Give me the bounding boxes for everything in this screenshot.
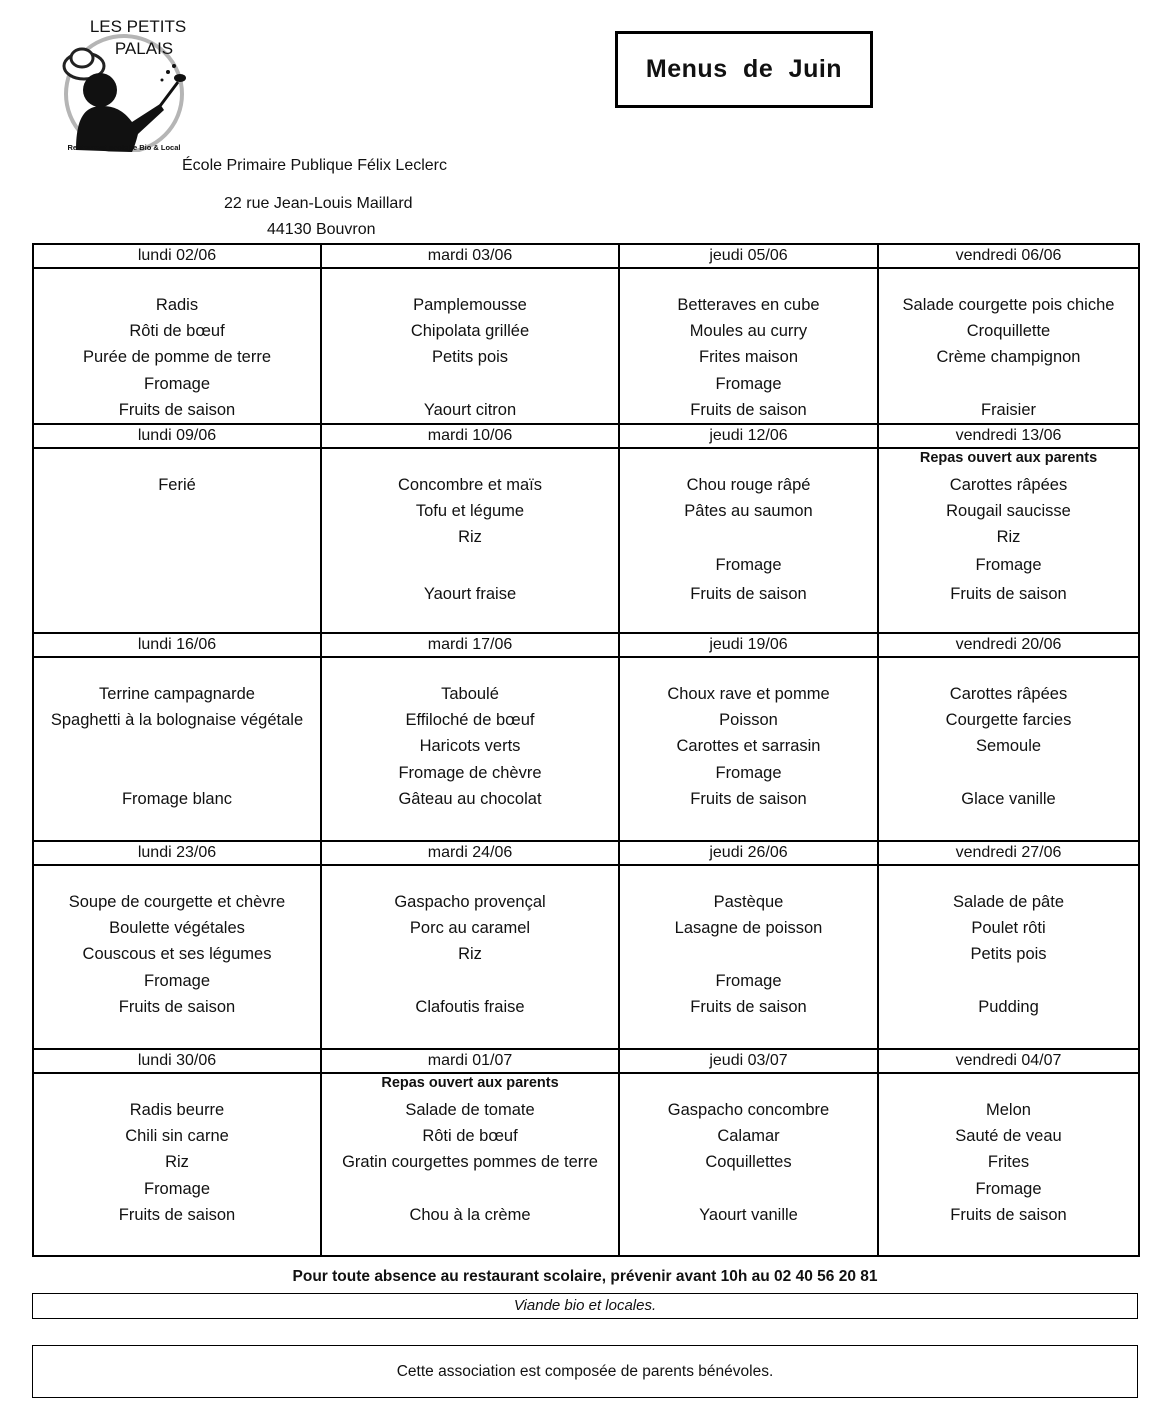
day-menu [321,865,619,1049]
logo [56,10,196,152]
association-note: Cette association est composée de parents bénévoles. [32,1345,1138,1398]
menu-item: Frites [987,1153,1030,1171]
menu-item: Riz [458,528,482,546]
menu-item: Frites maison [698,348,799,366]
menu-item: Moules au curry [689,322,808,340]
day-menu [619,657,878,841]
week-header-row [33,244,1139,268]
day-date: jeudi 26/06 [619,841,878,865]
menu-item: Rougail saucisse [946,502,1071,520]
menu-item: Poisson [719,711,778,729]
day-date: jeudi 12/06 [619,424,878,448]
day-date: vendredi 13/06 [878,424,1139,448]
menu-item: Fruits de saison [118,401,236,419]
menu-table [32,243,1140,1257]
day-date: lundi 30/06 [33,1049,321,1073]
menu-item: Poulet rôti [971,919,1046,937]
menu-item: Porc au caramel [409,919,531,937]
menu-item: Betteraves en cube [677,296,820,314]
menu-item: Petits pois [431,348,509,366]
menu-item: Gaspacho concombre [667,1101,830,1119]
day-date: lundi 23/06 [33,841,321,865]
svg-text:PALAIS: PALAIS [114,39,174,58]
day-menu [878,1073,1139,1256]
menu-item: Melon [986,1101,1031,1119]
menu-item: Rôti de bœuf [129,322,225,340]
menu-item: Couscous et ses légumes [82,945,272,963]
menu-item: Salade de tomate [405,1101,535,1119]
menu-item: Carottes râpées [949,476,1068,494]
week-menu-row [33,657,1139,841]
day-date: vendredi 20/06 [878,633,1139,657]
day-menu [619,865,878,1049]
day-date: mardi 10/06 [321,424,619,448]
meat-note: Viande bio et locales. [32,1293,1138,1319]
school-city: 44130 Bouvron [267,221,376,238]
menu-item: Chili sin carne [125,1127,229,1145]
menu-item: Rôti de bœuf [422,1127,518,1145]
day-menu [321,1073,619,1256]
menu-item: Gaspacho provençal [394,893,546,911]
menu-item: Terrine campagnarde [99,685,255,703]
menu-item: Pâtes au saumon [684,502,813,520]
menu-item: Fromage [143,375,211,393]
title-box [615,31,873,108]
menu-item: Yaourt vanille [699,1206,798,1224]
menu-item: Fruits de saison [690,585,807,603]
day-menu [33,657,321,841]
week-header-row [33,1049,1139,1073]
menu-item: Fromage [143,1180,211,1198]
week-menu-row [33,268,1139,424]
menu-item: Taboulé [441,685,499,703]
menu-item: Lasagne de poisson [674,919,823,937]
parents-open-note: Repas ouvert aux parents [919,450,1098,466]
menu-item: Croquillette [966,322,1051,340]
day-date: jeudi 19/06 [619,633,878,657]
menu-item: Fromage [715,375,782,393]
menu-item: Purée de pomme de terre [82,348,272,366]
menu-item: Concombre et maïs [398,476,542,494]
svg-text:LES PETITS: LES PETITS [89,17,187,36]
menu-item: Petits pois [970,945,1047,963]
menu-item: Gâteau au chocolat [398,790,542,808]
menu-item: Fruits de saison [118,998,236,1016]
menu-item: Soupe de courgette et chèvre [68,893,286,911]
menu-item: Riz [165,1153,189,1171]
day-date: jeudi 03/07 [619,1049,878,1073]
day-menu [878,268,1139,424]
day-date: mardi 01/07 [321,1049,619,1073]
day-menu [33,448,321,633]
day-date: jeudi 05/06 [619,244,878,268]
menu-item: Yaourt fraise [423,585,517,603]
menu-item: Fromage blanc [121,790,233,808]
menu-item: Sauté de veau [955,1127,1062,1145]
day-menu [33,865,321,1049]
school-street: 22 rue Jean-Louis Maillard [224,195,413,212]
menu-item: Riz [996,528,1021,546]
menu-item: Glace vanille [961,790,1056,808]
menu-item: Pamplemousse [413,296,527,314]
day-menu [321,268,619,424]
day-date: vendredi 04/07 [878,1049,1139,1073]
menu-item: Fruits de saison [950,585,1067,603]
day-date: mardi 24/06 [321,841,619,865]
day-date: mardi 17/06 [321,633,619,657]
day-menu [321,657,619,841]
day-menu [619,1073,878,1256]
menu-item: Radis beurre [129,1101,225,1119]
menu-item: Boulette végétales [109,919,245,937]
absence-notice: Pour toute absence au restaurant scolaire, prévenir avant 10h au 02 40 56 20 81 [292,1268,878,1285]
svg-text:Restaurant scolaire Bio & Loca: Restaurant scolaire Bio & Local [67,143,181,152]
menu-item: Spaghetti à la bolognaise végétale [50,711,304,729]
day-date: lundi 16/06 [33,633,321,657]
menu-item: Fruits de saison [690,401,807,419]
menu-item: Fromage [715,556,782,574]
menu-item: Semoule [975,737,1042,755]
menu-item: Choux rave et pomme [667,685,830,703]
menu-item: Gratin courgettes pommes de terre [342,1153,598,1171]
menu-item: Chou rouge râpé [686,476,811,494]
school-name: École Primaire Publique Félix Leclerc [182,157,447,174]
week-menu-row [33,865,1139,1049]
parents-open-note: Repas ouvert aux parents [381,1075,559,1091]
menu-item: Chou à la crème [409,1206,531,1224]
menu-item: Fromage [143,972,211,990]
menu-item: Fromage [715,972,782,990]
menu-item: Calamar [717,1127,780,1145]
week-header-row [33,633,1139,657]
day-menu [33,268,321,424]
day-date: lundi 09/06 [33,424,321,448]
menu-item: Pudding [978,998,1039,1016]
menu-item: Fromage [715,764,782,782]
menu-item: Haricots verts [419,737,521,755]
day-menu [619,448,878,633]
menu-item: Radis [155,296,199,314]
menu-item: Fruits de saison [690,790,807,808]
menu-item: Pastèque [713,893,784,911]
menu-item: Fromage [975,556,1042,574]
menu-item: Carottes et sarrasin [676,737,821,755]
day-date: vendredi 06/06 [878,244,1139,268]
week-menu-row [33,1073,1139,1256]
menu-item: Fruits de saison [118,1206,236,1224]
menu-item: Fruits de saison [690,998,807,1016]
day-date: mardi 03/06 [321,244,619,268]
menu-item: Fruits de saison [950,1206,1067,1224]
day-date: lundi 02/06 [33,244,321,268]
menu-item: Tofu et légume [415,502,525,520]
day-date: vendredi 27/06 [878,841,1139,865]
menu-item: Salade courgette pois chiche [902,296,1115,314]
menu-item: Riz [458,945,482,963]
menu-item: Salade de pâte [952,893,1064,911]
page-title: Menus de Juin [645,55,843,83]
week-header-row [33,424,1139,448]
menu-item: Clafoutis fraise [415,998,525,1016]
menu-item: Fromage [975,1180,1042,1198]
chef-logo-icon [56,10,196,152]
menu-item: Ferié [158,476,196,494]
menu-item: Fromage de chèvre [398,764,542,782]
day-menu [878,865,1139,1049]
menu-item: Courgette farcies [945,711,1072,729]
day-menu [321,448,619,633]
menu-item: Chipolata grillée [410,322,530,340]
week-header-row [33,841,1139,865]
menu-item: Crème champignon [936,348,1081,366]
menu-item: Yaourt citron [423,401,517,419]
week-menu-row [33,448,1139,633]
menu-item: Fraisier [980,401,1036,419]
menu-item: Coquillettes [705,1153,792,1171]
day-menu [619,268,878,424]
day-menu [878,657,1139,841]
menu-item: Effiloché de bœuf [405,711,535,729]
day-menu [33,1073,321,1256]
menu-item: Carottes râpées [949,685,1068,703]
day-menu [878,448,1139,633]
